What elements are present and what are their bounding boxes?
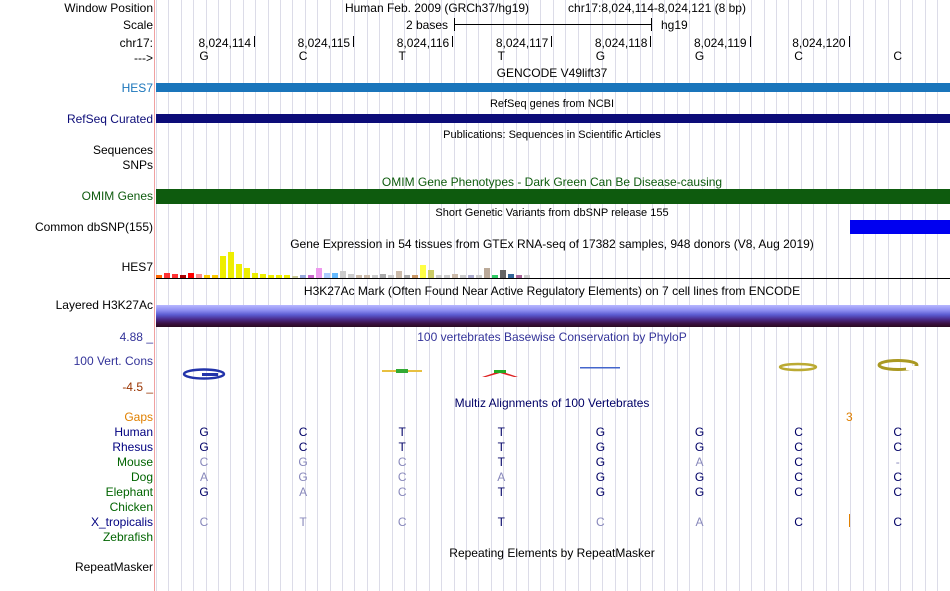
gap-count: 3 xyxy=(846,410,853,424)
gtex-tissue-bar[interactable] xyxy=(340,271,346,278)
hes7-gencode-label[interactable]: HES7 xyxy=(121,81,153,95)
gencode-hes7-bar[interactable] xyxy=(156,83,950,92)
ruler-position-label: 8,024,119 xyxy=(694,36,747,50)
alignment-base: C xyxy=(794,485,803,499)
reference-base: G xyxy=(595,49,606,63)
reference-base: C xyxy=(893,49,903,63)
phylop-logo-g xyxy=(182,368,226,380)
alignment-base: T xyxy=(497,425,505,439)
omim-track-title: OMIM Gene Phenotypes - Dark Green Can Be Disease-causing xyxy=(381,175,723,189)
ruler-tick xyxy=(452,36,453,47)
omim-gene-bar[interactable] xyxy=(156,189,950,204)
alignment-base: G xyxy=(199,440,209,454)
gtex-tissue-bar[interactable] xyxy=(228,252,234,278)
alignment-base: C xyxy=(794,425,803,439)
gtex-tissue-bar[interactable] xyxy=(500,270,506,278)
alignment-base: T xyxy=(398,425,406,439)
gtex-tissue-bar[interactable] xyxy=(244,268,250,278)
alignment-base: G xyxy=(595,425,606,439)
ruler-position-label: 8,024,116 xyxy=(396,36,450,50)
h3k27ac-track-title: H3K27Ac Mark (Often Found Near Active Regulatory Elements) on 7 cell lines from ENCODE xyxy=(303,284,801,298)
ruler-position-label: 8,024,118 xyxy=(594,36,648,50)
gtex-tissue-bar[interactable] xyxy=(236,264,242,278)
alignment-base: C xyxy=(893,440,903,454)
repeatmasker-label[interactable]: RepeatMasker xyxy=(74,560,153,574)
species-label[interactable]: Zebrafish xyxy=(102,530,153,544)
alignment-base: C xyxy=(397,470,407,484)
reference-base: G xyxy=(199,49,209,63)
alignment-base: C xyxy=(397,515,407,529)
multiz-track-title: Multiz Alignments of 100 Vertebrates xyxy=(454,396,650,410)
refseq-curated-label[interactable]: RefSeq Curated xyxy=(66,112,153,126)
alignment-base: C xyxy=(397,485,407,499)
h3k27ac-signal[interactable] xyxy=(156,305,950,327)
alignment-base: T xyxy=(497,485,505,499)
gtex-tissue-bar[interactable] xyxy=(428,270,434,278)
species-label[interactable]: Human xyxy=(114,425,153,439)
ruler-tick xyxy=(551,36,552,47)
alignment-base: C xyxy=(794,515,803,529)
alignment-base: G xyxy=(595,455,606,469)
omim-genes-label[interactable]: OMIM Genes xyxy=(81,189,153,203)
alignment-base: A xyxy=(695,455,704,469)
species-label[interactable]: Rhesus xyxy=(112,440,153,454)
alignment-base: G xyxy=(595,470,606,484)
alignment-base: G xyxy=(595,485,606,499)
gaps-label[interactable]: Gaps xyxy=(124,410,153,424)
sequences-label[interactable]: Sequences xyxy=(92,143,153,157)
alignment-base: C xyxy=(199,455,209,469)
ruler-position-label: 8,024,117 xyxy=(495,36,549,50)
species-label[interactable]: Mouse xyxy=(116,455,153,469)
gtex-expression-bars[interactable] xyxy=(156,250,556,278)
alignment-base: G xyxy=(199,485,209,499)
alignment-base: C xyxy=(794,440,803,454)
label-separator xyxy=(154,0,155,591)
window-position-label: Window Position xyxy=(64,1,153,15)
gtex-baseline xyxy=(156,278,950,279)
alignment-base: C xyxy=(199,515,209,529)
gtex-tissue-bar[interactable] xyxy=(220,256,226,278)
gap-marker xyxy=(849,514,850,527)
alignment-base: A xyxy=(199,470,208,484)
phylop-logo-c-1 xyxy=(778,362,818,372)
ruler-tick xyxy=(750,36,751,47)
phylop-logo-mixed-2 xyxy=(580,366,620,370)
alignment-base: G xyxy=(298,455,308,469)
ruler-tick xyxy=(254,36,255,47)
phylop-logo-c-2 xyxy=(876,358,920,372)
alignment-base: A xyxy=(695,515,704,529)
alignment-base: - xyxy=(895,455,900,469)
gtex-tissue-bar[interactable] xyxy=(484,268,490,278)
alignment-base: C xyxy=(893,515,903,529)
ruler-position-label: 8,024,115 xyxy=(297,36,351,50)
alignment-base: A xyxy=(497,470,506,484)
alignment-base: C xyxy=(397,455,407,469)
alignment-base: T xyxy=(299,515,307,529)
layered-h3k27ac-label[interactable]: Layered H3K27Ac xyxy=(55,298,153,312)
alignment-base: G xyxy=(694,440,705,454)
gtex-tissue-bar[interactable] xyxy=(316,268,322,278)
alignment-base: G xyxy=(694,485,705,499)
ruler-position-label: 8,024,114 xyxy=(198,36,251,50)
scale-db: hg19 xyxy=(661,18,688,32)
gtex-hes7-label[interactable]: HES7 xyxy=(121,260,153,274)
repeatmasker-track-title: Repeating Elements by RepeatMasker xyxy=(449,546,655,560)
alignment-base: C xyxy=(794,470,803,484)
reference-base: T xyxy=(398,49,406,63)
ruler-tick xyxy=(353,36,354,47)
refseq-gene-bar[interactable] xyxy=(156,114,950,123)
refseq-track-title: RefSeq genes from NCBI xyxy=(489,98,615,110)
alignment-base: G xyxy=(694,470,705,484)
snps-label[interactable]: SNPs xyxy=(122,158,153,172)
alignment-base: C xyxy=(298,425,308,439)
alignment-base: C xyxy=(596,515,605,529)
ruler-tick xyxy=(849,36,850,47)
alignment-base: C xyxy=(893,485,903,499)
strand-arrow-label: ---> xyxy=(134,51,153,65)
species-label[interactable]: Elephant xyxy=(105,485,153,499)
reference-base: C xyxy=(794,49,803,63)
species-label[interactable]: X_tropicalis xyxy=(90,515,153,529)
alignment-base: T xyxy=(497,440,505,454)
scale-label: Scale xyxy=(122,18,153,32)
dbsnp-track-title: Short Genetic Variants from dbSNP release 155 xyxy=(435,207,669,219)
chrom-label: chr17: xyxy=(119,36,153,50)
reference-base: T xyxy=(497,49,505,63)
alignment-base: G xyxy=(595,440,606,454)
alignment-base: G xyxy=(694,425,705,439)
alignment-base: C xyxy=(794,455,803,469)
gtex-track-title: Gene Expression in 54 tissues from GTEx RNA-seq of 17382 samples, 948 donors (V8, Aug 2019) xyxy=(290,237,814,251)
reference-base: C xyxy=(298,49,308,63)
scale-bar xyxy=(454,24,652,25)
species-label[interactable]: Chicken xyxy=(109,500,153,514)
ruler-tick xyxy=(650,36,651,47)
scale-bar-left-tick xyxy=(454,18,455,31)
alignment-base: T xyxy=(398,440,406,454)
alignment-base: C xyxy=(893,470,903,484)
alignment-base: G xyxy=(298,470,308,484)
alignment-base: G xyxy=(199,425,209,439)
gencode-track-title: GENCODE V49lift37 xyxy=(496,66,608,80)
assembly-title: Human Feb. 2009 (GRCh37/hg19) xyxy=(344,1,530,15)
alignment-base: T xyxy=(497,515,505,529)
cons-max-label: 4.88 _ xyxy=(119,330,153,344)
alignment-base: C xyxy=(298,440,308,454)
reference-base: G xyxy=(694,49,705,63)
publications-track-title: Publications: Sequences in Scientific Articles xyxy=(443,129,661,141)
phylop-logo-t xyxy=(480,368,520,378)
gtex-tissue-bar[interactable] xyxy=(420,265,426,278)
cons-label[interactable]: 100 Vert. Cons xyxy=(73,354,153,368)
dbsnp-variant-bar[interactable] xyxy=(850,220,950,234)
alignment-base: A xyxy=(299,485,308,499)
scale-text: 2 bases xyxy=(405,18,449,32)
common-dbsnp-label[interactable]: Common dbSNP(155) xyxy=(34,220,153,234)
alignment-base: T xyxy=(497,455,505,469)
phylop-track-title: 100 vertebrates Basewise Conservation by PhyloP xyxy=(417,330,687,344)
phylop-logo-mixed-1 xyxy=(382,368,422,376)
scale-bar-right-tick xyxy=(651,18,652,31)
gtex-tissue-bar[interactable] xyxy=(396,271,402,278)
cons-min-label: -4.5 _ xyxy=(122,380,153,394)
ruler-position-label: 8,024,120 xyxy=(792,36,846,50)
alignment-base: C xyxy=(893,425,903,439)
species-label[interactable]: Dog xyxy=(130,470,153,484)
position-readout: chr17:8,024,114-8,024,121 (8 bp) xyxy=(568,1,746,15)
